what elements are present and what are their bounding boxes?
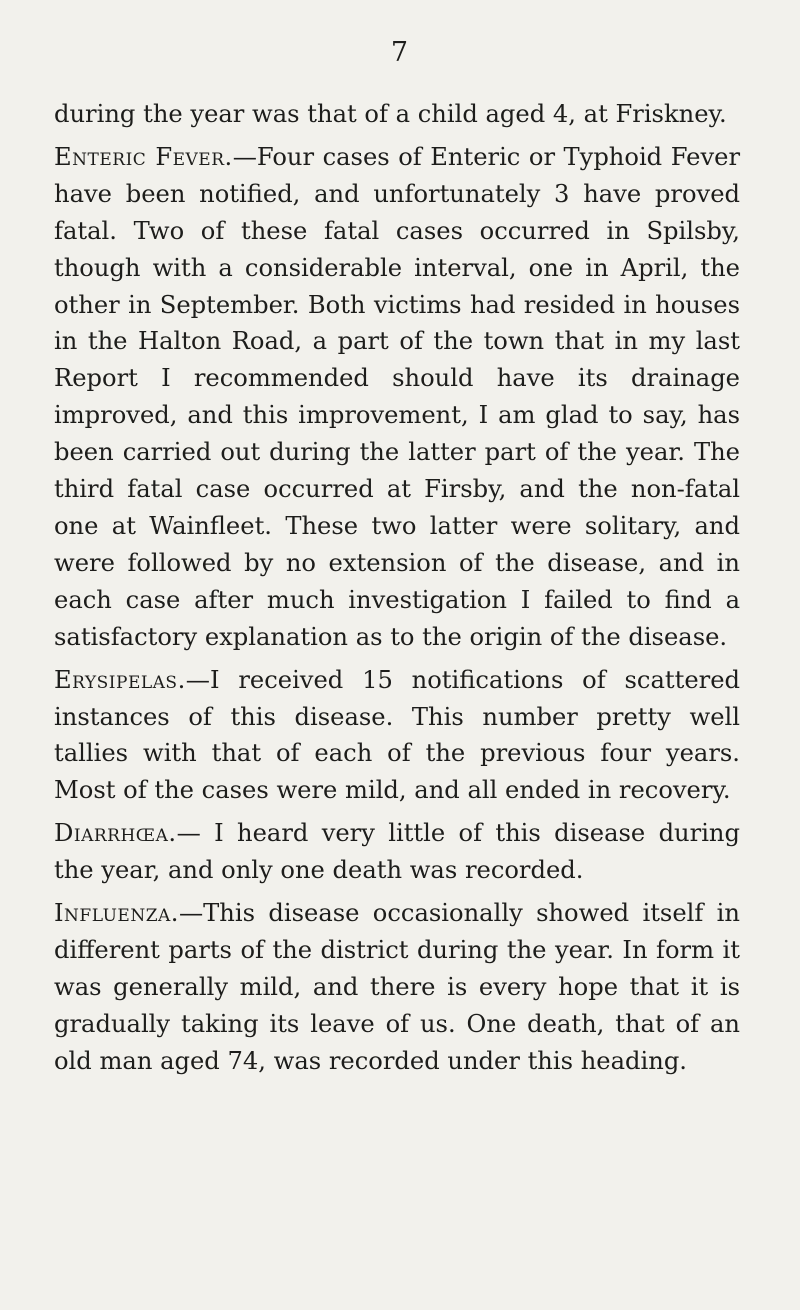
paragraph-erysipelas xyxy=(54,662,740,810)
paragraph-intro xyxy=(54,96,740,133)
paragraph-intro-text: during the year was that of a child aged 4, at Friskney. xyxy=(54,100,727,128)
paragraph-influenza-text: —This disease occasionally showed itself in different parts of the district during the year. In form it was generally mild, and there is every hope that it is gradually taking its leave of us. One death, that of an old man aged 74, was recorded under this heading. xyxy=(54,899,740,1075)
page-number: 7 xyxy=(390,37,410,68)
body-text xyxy=(54,96,740,1080)
paragraph-erysipelas-text: —I received 15 notifications of scattered instances of this disease. This number pretty well tallies with that of each of the previous four years. Most of the cases were mild, and all ended in recovery. xyxy=(54,665,740,805)
heading-erysipelas: Erysipelas. xyxy=(54,665,186,694)
heading-influenza: Influenza. xyxy=(54,899,179,928)
heading-diarrhoea: Diarrhœa. xyxy=(54,819,177,848)
paragraph-enteric-fever xyxy=(54,139,740,656)
paragraph-enteric-fever-text: —Four cases of Enteric or Typhoid Fever have been notified, and unfortunately 3 have proved fatal. Two of these fatal cases occurred in Spilsby, though with a considerable interval, one in April, the other in September. Both victims had resided in houses in the Halton Road, a part of the town that in my last Report I recommended should have its drainage improved, and this improvement, I am glad to say, has been carried out during the latter part of the year. The third fatal case occurred at Firsby, and the non-fatal one at Wainfleet. These two latter were solitary, and were followed by no extension of the disease, and in each case after much investigation I failed to find a satisfactory explanation as to the origin of the disease. xyxy=(54,142,741,651)
paragraph-influenza xyxy=(54,895,740,1080)
paragraph-diarrhoea-text: — I heard very little of this disease during the year, and only one death was recorded. xyxy=(54,819,740,885)
paragraph-diarrhoea xyxy=(54,815,740,889)
heading-enteric-fever: Enteric Fever. xyxy=(54,142,233,171)
